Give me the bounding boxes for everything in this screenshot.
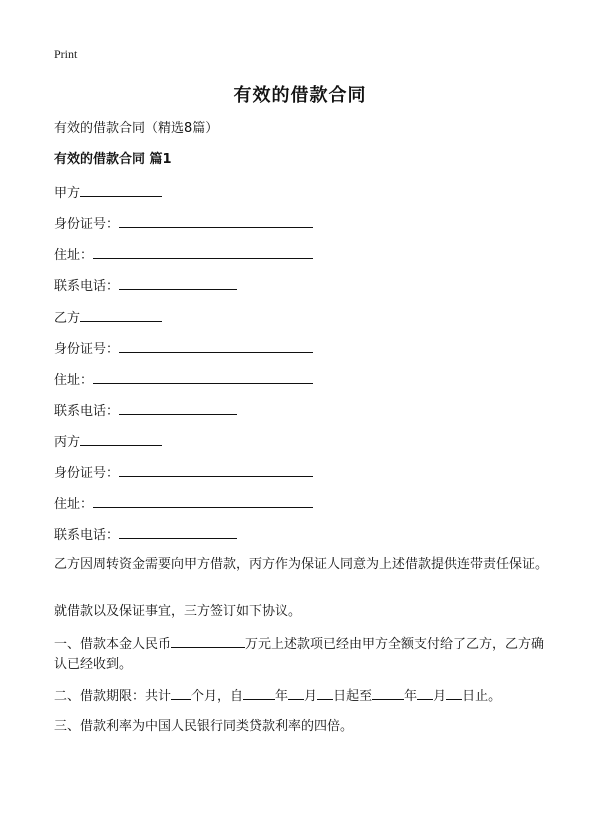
party-c-phone-field xyxy=(54,525,237,544)
phone-blank xyxy=(119,401,237,415)
party-a-field xyxy=(54,183,162,202)
paragraph-guarantee: 乙方因周转资金需要向甲方借款，丙方作为保证人同意为上述借款提供连带责任保证。 xyxy=(54,557,549,572)
end-day-blank xyxy=(446,686,462,700)
party-a-blank xyxy=(80,183,162,197)
end-year-blank xyxy=(372,686,404,700)
party-c-address-field xyxy=(54,494,313,513)
phone-blank xyxy=(119,276,237,290)
print-link[interactable]: Print xyxy=(54,47,78,61)
term-text-g: 月 xyxy=(433,689,447,704)
term-months-blank xyxy=(171,686,191,700)
party-b-field xyxy=(54,308,162,327)
start-year-blank xyxy=(243,686,275,700)
id-number-blank xyxy=(119,214,313,228)
id-number-blank xyxy=(119,339,313,353)
party-c-label: 丙方 xyxy=(54,435,81,450)
party-b-id-field xyxy=(54,339,313,358)
phone-blank xyxy=(119,525,237,539)
start-month-blank xyxy=(288,686,304,700)
party-a-address-field xyxy=(54,245,313,264)
term-text-f: 年 xyxy=(404,689,418,704)
principal-text-a: 一、借款本金人民币 xyxy=(54,637,172,652)
phone-label: 联系电话： xyxy=(54,404,120,419)
term-text-b: 个月，自 xyxy=(191,689,244,704)
address-blank xyxy=(93,245,313,259)
term-text-d: 月 xyxy=(304,689,318,704)
party-b-address-field xyxy=(54,370,313,389)
phone-label: 联系电话： xyxy=(54,528,120,543)
address-blank xyxy=(93,370,313,384)
party-c-field xyxy=(54,432,162,451)
id-number-blank xyxy=(119,463,313,477)
paragraph-principal xyxy=(54,634,554,675)
party-b-label: 乙方 xyxy=(54,311,81,326)
party-b-blank xyxy=(80,308,162,322)
address-label: 住址： xyxy=(54,373,94,388)
section-heading: 有效的借款合同 篇1 xyxy=(54,152,172,167)
party-a-phone-field xyxy=(54,276,237,295)
end-month-blank xyxy=(417,686,433,700)
document-subtitle: 有效的借款合同（精选8篇） xyxy=(54,121,219,136)
term-text-a: 二、借款期限：共计 xyxy=(54,689,172,704)
paragraph-interest: 三、借款利率为中国人民银行同类贷款利率的四倍。 xyxy=(54,719,354,734)
party-b-phone-field xyxy=(54,401,237,420)
id-number-label: 身份证号： xyxy=(54,217,120,232)
start-day-blank xyxy=(317,686,333,700)
term-text-e: 日起至 xyxy=(333,689,373,704)
term-text-h: 日止。 xyxy=(462,689,502,704)
paragraph-agreement-intro: 就借款以及保证事宜，三方签订如下协议。 xyxy=(54,604,302,619)
paragraph-term xyxy=(54,686,501,705)
principal-amount-blank xyxy=(171,634,245,648)
party-a-id-field xyxy=(54,214,313,233)
address-label: 住址： xyxy=(54,248,94,263)
id-number-label: 身份证号： xyxy=(54,466,120,481)
document-title: 有效的借款合同 xyxy=(233,85,367,106)
address-blank xyxy=(93,494,313,508)
party-c-id-field xyxy=(54,463,313,482)
phone-label: 联系电话： xyxy=(54,279,120,294)
term-text-c: 年 xyxy=(275,689,289,704)
principal-text-b: 万元上述款项已经由甲方全额支付给了乙方，乙方确认已经收到。 xyxy=(54,637,545,672)
id-number-label: 身份证号： xyxy=(54,342,120,357)
address-label: 住址： xyxy=(54,497,94,512)
party-c-blank xyxy=(80,432,162,446)
party-a-label: 甲方 xyxy=(54,186,81,201)
